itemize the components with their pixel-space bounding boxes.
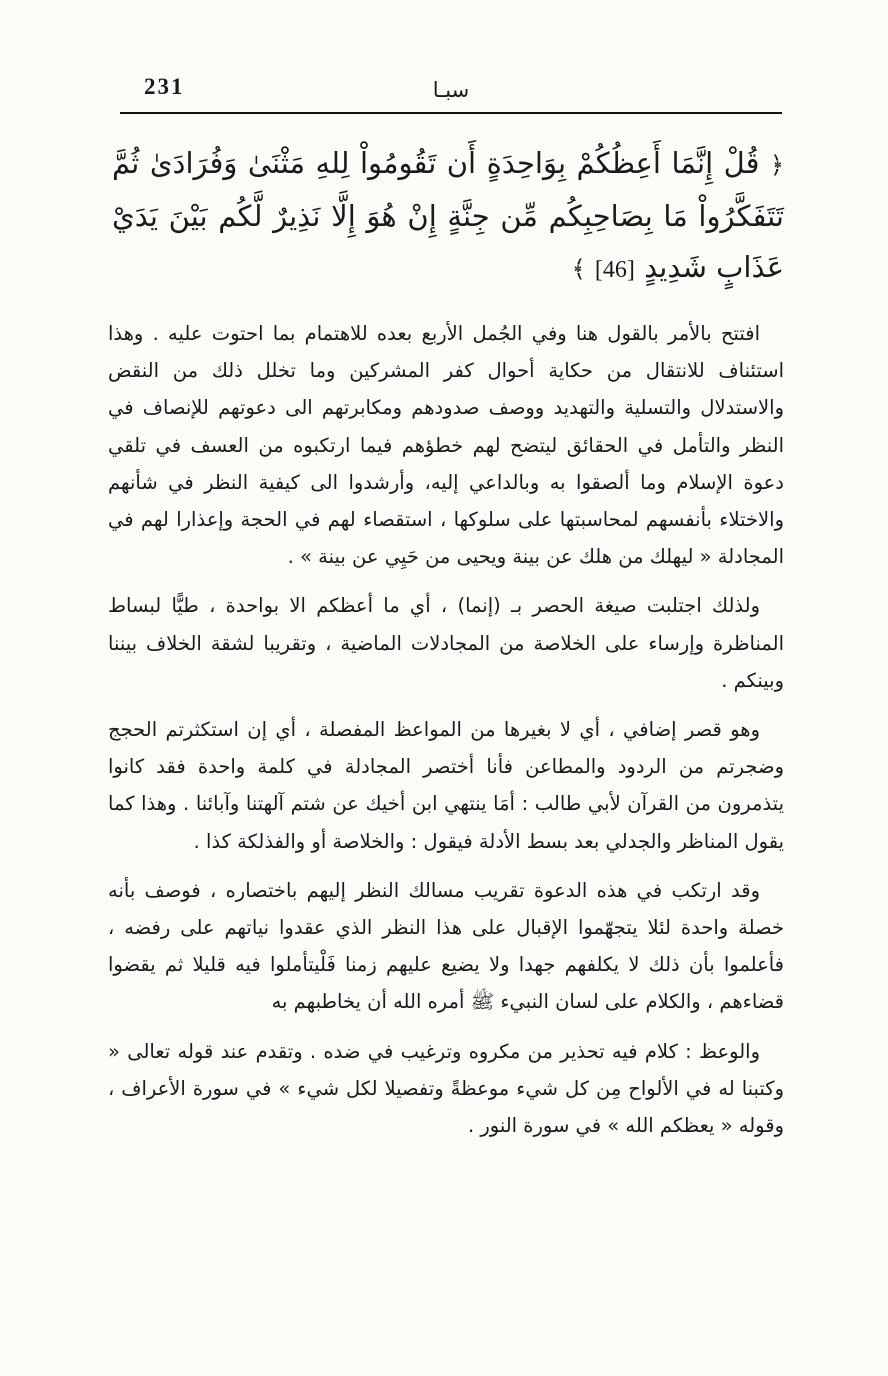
commentary-paragraph: وقد ارتكب في هذه الدعوة تقريب مسالك النظر إليهم باختصاره ، فوصف بأنه خصلة واحدة لئلا يتجهّموا الإقبال على هذا النظر الذي عقدوا نياتهم على رفضه ، فأعلموا بأن ذلك لا يكلفهم جهدا ولا يضيع عليهم زمنا فَلْيتأملوا فيه قليلا ثم يقضوا قضاءهم ، والكلام على لسان النبيء ﷺ أمره الله أن يخاطبهم به bbox=[108, 878, 784, 1014]
verse-open-bracket: ﴿ bbox=[769, 151, 785, 179]
commentary-paragraph: ولذلك اجتلبت صيغة الحصر بـ (إنما) ، أي ما أعظكم الا بواحدة ، طيًّا لبساط المناظرة وإرساء على الخلاصة من المجادلات الماضية ، وتقريبا لشقة الخلاف بيننا وبينكم . bbox=[108, 594, 784, 692]
page-number: 231 bbox=[144, 74, 185, 99]
verse-close-bracket: ﴾ bbox=[571, 255, 586, 283]
quran-verse bbox=[112, 138, 784, 296]
verse-text: قُلْ إِنَّمَا أَعِظُكُمْ بِوَاحِدَةٍ أَن تَقُومُواْ لِلهِ مَثْنَىٰ وَفُرَادَىٰ ثُمَّ تَتَفَكَّرُواْ مَا بِصَاحِبِكُم مِّن جِنَّةٍ إِنْ هُوَ إِلَّا نَذِيرٌ لَّكُم بَيْنَ يَدَيْ عَذَابٍ شَدِيدٍ bbox=[112, 146, 784, 284]
commentary-paragraph: افتتح بالأمر بالقول هنا وفي الجُمل الأربع بعده للاهتمام بما احتوت عليه . وهذا استئناف للانتقال من حكاية أحوال كفر المشركين وما تخلل ذلك من النقض والاستدلال والتسلية والتهديد ووصف صدودهم ومكابرتهم الى دعوتهم للإنصاف في النظر والتأمل في الحقائق ليتضح لهم خطؤهم فيما ارتكبوه من العسف في تلقي دعوة الإسلام وما ألصقوا به وبالداعي إليه، وأرشدوا الى كيفية النظر في شأنهم والاختلاء بأنفسهم لمحاسبتها على سلوكها ، استقصاء لهم في الحجة وإعذارا لهم في المجادلة « ليهلك من هلك عن بينة ويحيى من حَيِي عن بينة » . bbox=[108, 322, 784, 569]
verse-number: [46] bbox=[594, 257, 635, 283]
page-header bbox=[120, 70, 782, 114]
commentary-paragraph: والوعظ : كلام فيه تحذير من مكروه وترغيب في ضده . وتقدم عند قوله تعالى « وكتبنا له في الألواح مِن كل شيء موعظةً وتفصيلا لكل شيء » في سورة الأعراف ، وقوله « يعظكم الله » في سورة النور . bbox=[108, 1039, 784, 1138]
commentary-body bbox=[108, 315, 784, 1156]
header-rule bbox=[120, 112, 782, 114]
commentary-paragraph: وهو قصر إضافي ، أي لا بغيرها من المواعظ المفصلة ، أي إن استكثرتم الحجج وضجرتم من الردود والمطاعن فأنا أختصر المجادلة في كلمة واحدة فقد كانوا يتذمرون من القرآن لأبي طالب : أمَا ينتهي ابن أخيك عن شتم آلهتنا وآبائنا . وهذا كما يقول المناظر والجدلي بعد بسط الأدلة فيقول : والخلاصة أو والفذلكة كذا . bbox=[108, 718, 784, 853]
running-title: سبـا bbox=[432, 78, 470, 102]
